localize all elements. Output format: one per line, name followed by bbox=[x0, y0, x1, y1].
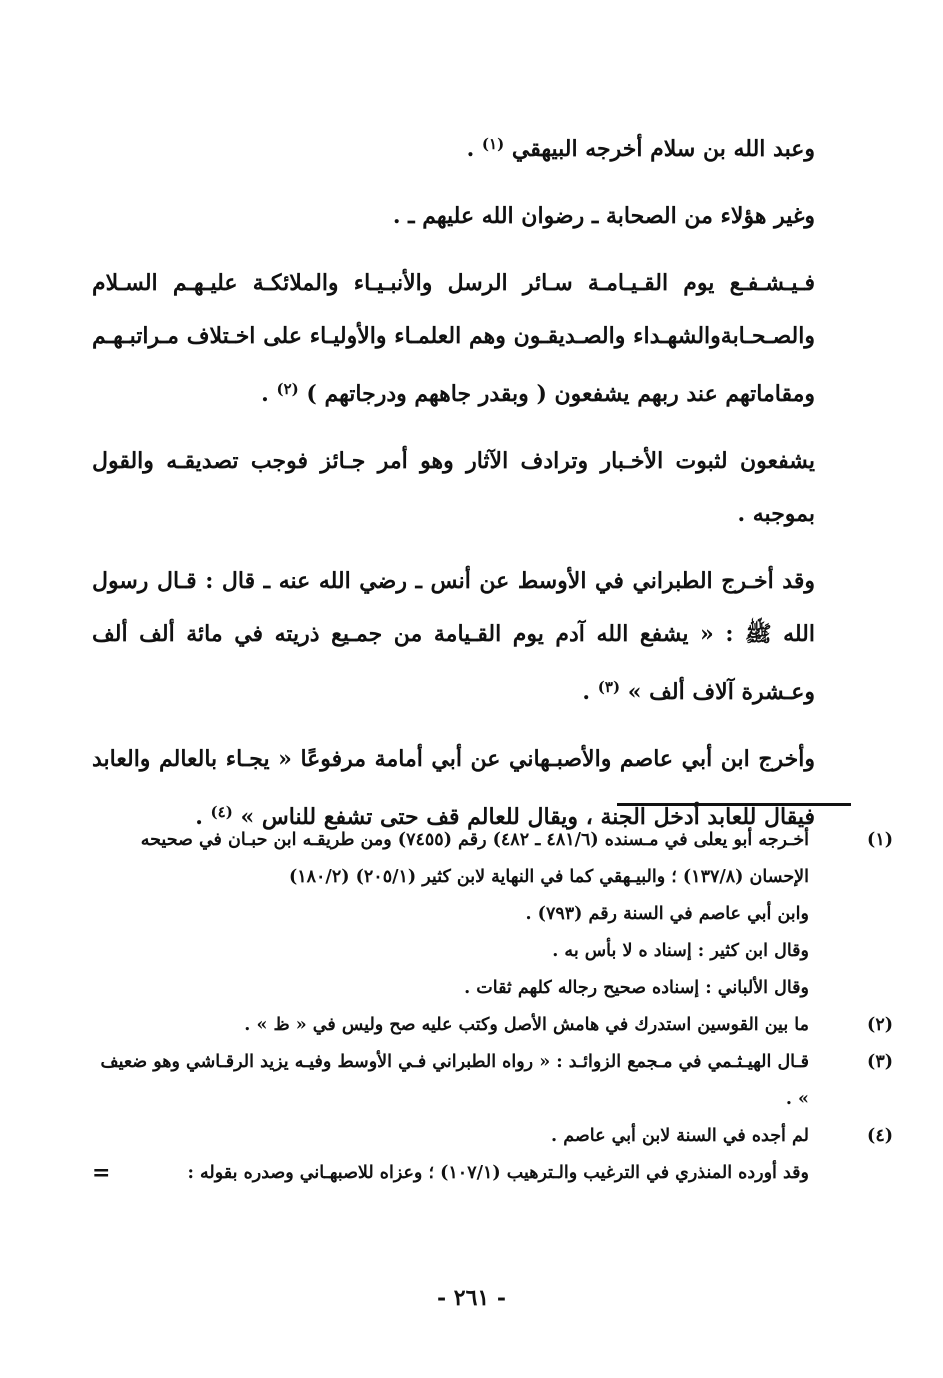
footnote-ref-4: (٤) bbox=[210, 803, 233, 821]
footnote-1-line-3: وقال ابن كثير : إسناد ه لا بأس به . bbox=[552, 941, 809, 961]
paragraph-1-end: . bbox=[466, 136, 475, 162]
footnote-1-line-4: وقال الألباني : إسناده صحيح رجاله كلهم ثقات . bbox=[464, 978, 809, 998]
footnote-ref-2: (٢) bbox=[276, 380, 299, 398]
continuation-mark: = bbox=[92, 1160, 111, 1186]
footnote-separator bbox=[617, 803, 851, 806]
footnote-2-number: (٢) bbox=[867, 1015, 893, 1035]
footnote-1-line-1: أخـرجه أبو يعلى في مـسنده (٤٨١/٦ ـ ٤٨٢) رقم (٧٤٥٥) ومن طريقـه ابن حبـان في صحيحه الإحسان (١٣٧/٨) ؛ والبيـهقي كما في النهاية لابن كثير (٢٠٥/١) (١٨٠/٢) bbox=[140, 830, 809, 887]
footnote-4-text: لم أجده في السنة لابن أبي عاصم . bbox=[551, 1126, 809, 1146]
footnote-3 bbox=[86, 1044, 893, 1118]
paragraph-2 bbox=[92, 190, 815, 243]
paragraph-6-end: . bbox=[195, 804, 203, 830]
paragraph-5-end: . bbox=[582, 679, 591, 705]
footnote-4-number: (٤) bbox=[867, 1126, 893, 1146]
paragraph-6-text: وأخرج ابن أبي عاصم والأصبـهاني عن أبي أمامة مرفوعًا « يجـاء بالعالم والعابد فيقال للعابد أدخل الجنة ، ويقال للعالم قف حتى تشفع للناس » bbox=[92, 746, 815, 830]
footnote-2 bbox=[86, 1007, 893, 1044]
paragraph-2-text: وغير هؤلاء من الصحابة ـ رضوان الله عليهم ـ . bbox=[392, 203, 815, 229]
paragraph-4-text: يشفعون لثبوت الأخـبار وترادف الآثار وهو أمر جـائز فوجب تصديقـه والقول بموجبه . bbox=[92, 448, 815, 527]
footnote-1-continuation-3 bbox=[86, 970, 851, 1007]
footnote-2-text: ما بين القوسين استدرك في هامش الأصل وكتب عليه صح وليس في « ظ » . bbox=[244, 1015, 809, 1035]
footnote-1-line-2: وابن أبي عاصم في السنة رقم (٧٩٣) . bbox=[525, 904, 809, 924]
footnote-3-text: قـال الهيـثـمي في مـجمع الزوائـد : « رواه الطبراني فـي الأوسط وفيـه يزيد الرقـاشي وهو ضعيف » . bbox=[100, 1052, 809, 1109]
main-text bbox=[92, 118, 815, 844]
footnote-ref-1: (١) bbox=[481, 135, 505, 153]
footnote-1-number: (١) bbox=[867, 830, 893, 850]
paragraph-5 bbox=[92, 555, 815, 719]
footnote-1-continuation-1 bbox=[86, 896, 851, 933]
footnote-ref-3: (٣) bbox=[597, 678, 621, 696]
footnote-3-number: (٣) bbox=[867, 1052, 893, 1072]
footnote-1-continuation-2 bbox=[86, 933, 851, 970]
paragraph-3-end: . bbox=[261, 381, 269, 407]
footnote-1 bbox=[86, 822, 893, 896]
paragraph-3 bbox=[92, 257, 815, 421]
page-number: - ٢٦١ - bbox=[436, 1285, 507, 1311]
footnote-4-line-2: وقد أورده المنذري في الترغيب والـترهيب (١٠٧/١) ؛ وعزاه للاصبهـاني وصدره بقوله : bbox=[187, 1163, 809, 1183]
paragraph-1-text: وعبد الله بن سلام أخرجه البيهقي bbox=[511, 136, 815, 162]
footnotes bbox=[86, 822, 893, 1192]
paragraph-3-text: فـيـشـفـع يوم القـيـامـة سـائر الرسل والأنبـيـاء والملائكـة عليـهـم السـلام والصـحـابةوالشهـداء والصـديقـون وهم العلمـاء والأوليـاء على اخـتلاف مـراتبـهـم ومقاماتهم عند ربهم يشفعون ( وبقدر جاههم ودرجاتهم ) bbox=[92, 270, 815, 407]
footnote-4-continuation bbox=[86, 1155, 851, 1192]
paragraph-5-text: وقد أخـرج الطبراني في الأوسط عن أنس ـ رضي الله عنه ـ قال : قـال رسول الله ﷺ : « يشفع الله آدم يوم القـيامة من جمـيع ذريته في مائة ألف ألف وعـشرة آلاف ألف » bbox=[92, 568, 815, 705]
paragraph-4 bbox=[92, 435, 815, 541]
paragraph-1 bbox=[92, 118, 815, 176]
footnote-4 bbox=[86, 1118, 893, 1155]
